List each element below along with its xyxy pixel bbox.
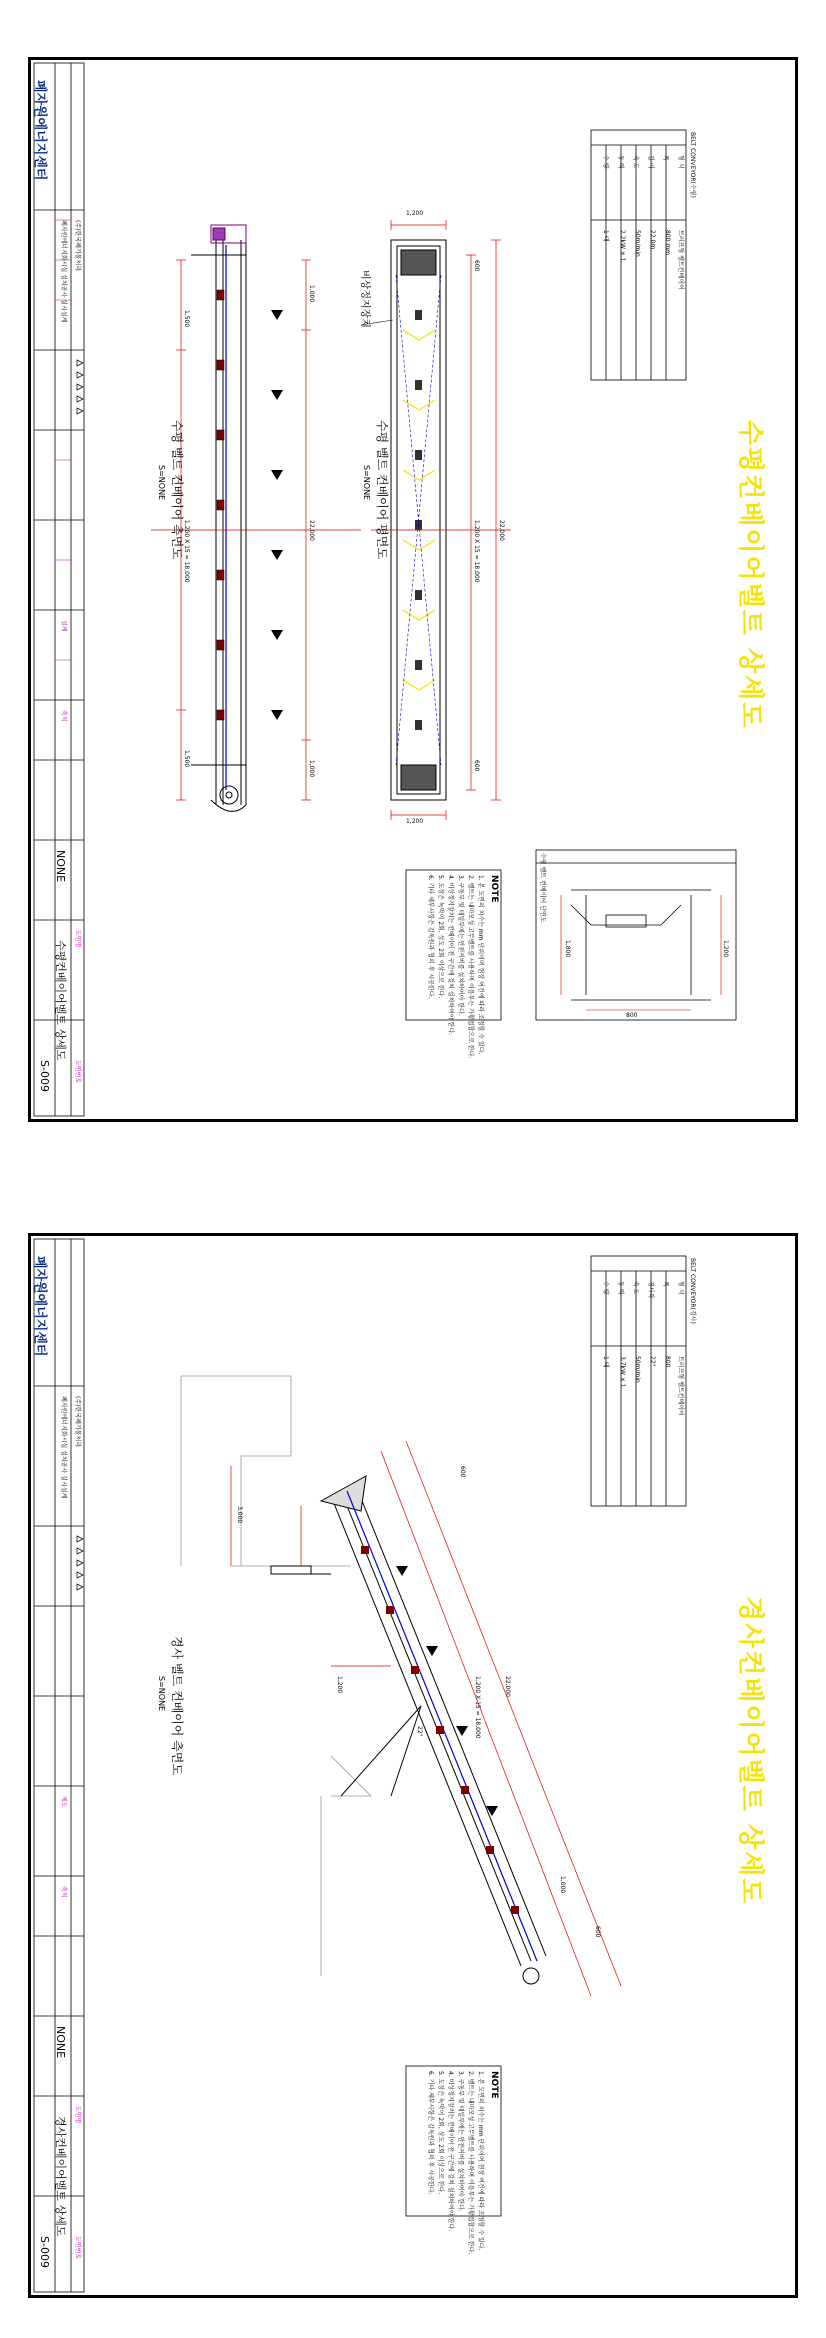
- section-view-box: [536, 850, 736, 1020]
- spec-label-4: 동 력: [617, 1281, 624, 1295]
- section-dim-0: 1,800: [564, 940, 571, 958]
- note-line-1: 1. 본 도면의 치수는 mm 단위이며 현장 여건에 따라 조정할 수 있다.: [477, 2071, 484, 2251]
- view-scale-plan: S=NONE: [362, 465, 371, 501]
- view-title-side: 경사 벨트 컨베이어 측면도: [170, 1636, 184, 1775]
- section-title: 수평 벨트 컨베이어 단면도: [539, 853, 546, 923]
- note-line-5: 5. 도장은 녹막이 2회, 상도 2회 이상으로 한다.: [437, 2071, 444, 2195]
- spec-label-0: 형 식: [677, 1281, 684, 1295]
- spec-value-2: 22°: [649, 1356, 656, 1367]
- dim-inclined-3: 3,000: [236, 1506, 243, 1524]
- company-name: (주)한국폐기물처리: [74, 1396, 81, 1448]
- spec-label-2: 경사각: [647, 1281, 654, 1299]
- spec-label-0: 형 식: [677, 155, 684, 169]
- inclined-conveyor: [271, 1476, 546, 1984]
- dim-inclined-2: 600: [594, 1926, 601, 1938]
- spec-value-5: 1 대: [602, 1356, 609, 1368]
- note-line-6: 6. 기타 세부사항은 감독원과 협의 후 시공한다.: [427, 2071, 434, 2195]
- dim-plan-0: 22,000: [498, 520, 505, 541]
- tb-label-4: 축척: [60, 710, 67, 722]
- drawing-sheet-inclined: [28, 1233, 798, 2298]
- tb-label-0: 설계: [60, 620, 67, 632]
- note-line-1: 1. 본 도면의 치수는 mm 단위이며 현장 여건에 따라 조정할 수 있다.: [477, 875, 484, 1055]
- dimension-lines-inclined: [231, 1441, 621, 1996]
- note-line-4: 4. 비상정지장치는 컨베이어 전 구간에 걸쳐 설치하여야 한다.: [447, 2071, 454, 2232]
- dim-top-0: 1,200: [406, 210, 424, 217]
- spec-value-5: 1 대: [602, 230, 609, 242]
- note-line-2: 2. 벨트는 내마모성 고무벨트를 사용하며 이음부는 가황접합으로 한다.: [467, 875, 474, 1059]
- drawing-name: 수평컨베이어벨트 상세도: [54, 940, 67, 1061]
- note-line-2: 2. 벨트는 내마모성 고무벨트를 사용하며 이음부는 가황접합으로 한다.: [467, 2071, 474, 2255]
- spec-value-3: 50m/min: [634, 1356, 641, 1383]
- revision-marks: [77, 360, 83, 414]
- dim-inclined-1: 600: [459, 1466, 466, 1478]
- dim-plan-5: 1,200 X 15 = 18,000: [473, 520, 480, 583]
- scale-value: NONE: [54, 850, 67, 883]
- spec-label-2: 길 이: [647, 155, 654, 169]
- dim-side-0: 22,000: [308, 520, 315, 541]
- view-scale-side: S=NONE: [157, 465, 166, 501]
- spec-value-0: 트러프형 벨트컨베이어: [677, 1356, 684, 1416]
- spec-value-4: 2.2kW × 1: [619, 230, 626, 262]
- drawing-number: S-009: [38, 2236, 51, 2268]
- note-line-3: 3. 구동부 및 테일부에는 안전커버를 설치하여야 한다.: [457, 2071, 464, 2212]
- view-title-plan: 수평 벨트 컨베이어 평면도: [375, 420, 389, 559]
- view-title-side: 수평 벨트 컨베이어 측면도: [170, 420, 184, 559]
- spec-label-1: 폭: [662, 1281, 669, 1287]
- revision-marks: [77, 1536, 83, 1590]
- section-dim-1: 1,200: [722, 940, 729, 958]
- section-dim-2: 800: [626, 1012, 638, 1019]
- dim-side-2: 1,500: [183, 750, 190, 768]
- note-line-3: 3. 구동부 및 테일부에는 안전커버를 설치하여야 한다.: [457, 875, 464, 1016]
- spec-value-2: 22.0m: [649, 230, 656, 250]
- tb-label-5: 도면번호: [74, 2236, 81, 2260]
- spec-table-title: BELT CONVEYOR(수평): [689, 132, 696, 198]
- spec-label-1: 폭: [662, 155, 669, 161]
- flow-arrows-side: [271, 310, 283, 720]
- dim-plan-7: 600: [473, 760, 480, 772]
- drawing-number: S-009: [38, 1060, 51, 1092]
- dim-side-1: 1,500: [183, 310, 190, 328]
- drawing-sheet-horizontal: [28, 57, 798, 1122]
- note-line-6: 6. 기타 세부사항은 감독원과 협의 후 시공한다.: [427, 875, 434, 999]
- company-name: (주)한국폐기물처리: [74, 220, 81, 272]
- company-logo: 폐자원에너지센터: [32, 80, 47, 181]
- dim-inclined-7: 1,000: [559, 1876, 566, 1894]
- dim-side-3: 1,000: [308, 285, 315, 303]
- dim-inclined-0: 22,000: [504, 1676, 511, 1697]
- emergency-stop-callout: 비상정지장치: [359, 270, 370, 328]
- view-scale-side: S=NONE: [157, 1676, 166, 1712]
- project-name: 폐자원에너지화시설 설치공사 실시설계: [60, 1396, 67, 1499]
- spec-label-5: 수 량: [602, 155, 609, 169]
- spec-label-3: 속 도: [632, 1281, 639, 1295]
- dimension-lines-plan: [371, 220, 511, 820]
- tb-label-1: 제도: [60, 1796, 67, 1808]
- sheet-title: 경사컨베이어벨트 상세도: [735, 1596, 765, 1906]
- dim-inclined-5: 1,200 X 15 = 18,000: [474, 1676, 481, 1739]
- company-logo: 폐자원에너지센터: [32, 1256, 47, 1357]
- sheet-title: 수평컨베이어벨트 상세도: [735, 420, 765, 730]
- dim-inclined-6: 22°: [416, 1726, 423, 1737]
- dim-bottom-0: 1,200: [406, 818, 424, 825]
- drawing-name: 경사컨베이어벨트 상세도: [54, 2116, 67, 2237]
- dim-side-4: 1,000: [308, 760, 315, 778]
- dim-side-5: 1,200 X 15 = 18,000: [183, 520, 190, 583]
- dim-inclined-4: 1,200: [336, 1676, 343, 1694]
- note-heading: NOTE: [489, 875, 499, 903]
- note-heading: NOTE: [489, 2071, 499, 2099]
- note-line-5: 5. 도장은 녹막이 2회, 상도 2회 이상으로 한다.: [437, 875, 444, 999]
- tb-label-6: 도면명: [74, 930, 81, 948]
- horizontal-side-view: [191, 225, 246, 811]
- flow-arrows-inclined: [396, 1566, 498, 1816]
- note-line-4: 4. 비상정지장치는 컨베이어 전 구간에 걸쳐 설치하여야 한다.: [447, 875, 454, 1036]
- dim-plan-6: 600: [473, 260, 480, 272]
- spec-label-3: 속 도: [632, 155, 639, 169]
- spec-value-0: 트러프형 벨트컨베이어: [677, 230, 684, 290]
- spec-value-1: 800 mm: [664, 230, 671, 256]
- project-name: 폐자원에너지화시설 설치공사 실시설계: [60, 220, 67, 323]
- spec-value-3: 50m/min: [634, 230, 641, 257]
- spec-label-5: 수 량: [602, 1281, 609, 1295]
- spec-value-4: 3.7kW × 1: [619, 1356, 626, 1388]
- scale-value: NONE: [54, 2026, 67, 2059]
- sheet1-linework: [31, 60, 795, 1119]
- tb-label-4: 축척: [60, 1886, 67, 1898]
- spec-value-1: 800: [664, 1356, 671, 1368]
- spec-table-title: BELT CONVEYOR(경사): [689, 1258, 696, 1324]
- tb-label-5: 도면번호: [74, 1060, 81, 1084]
- spec-label-4: 동 력: [617, 155, 624, 169]
- tb-label-6: 도면명: [74, 2106, 81, 2124]
